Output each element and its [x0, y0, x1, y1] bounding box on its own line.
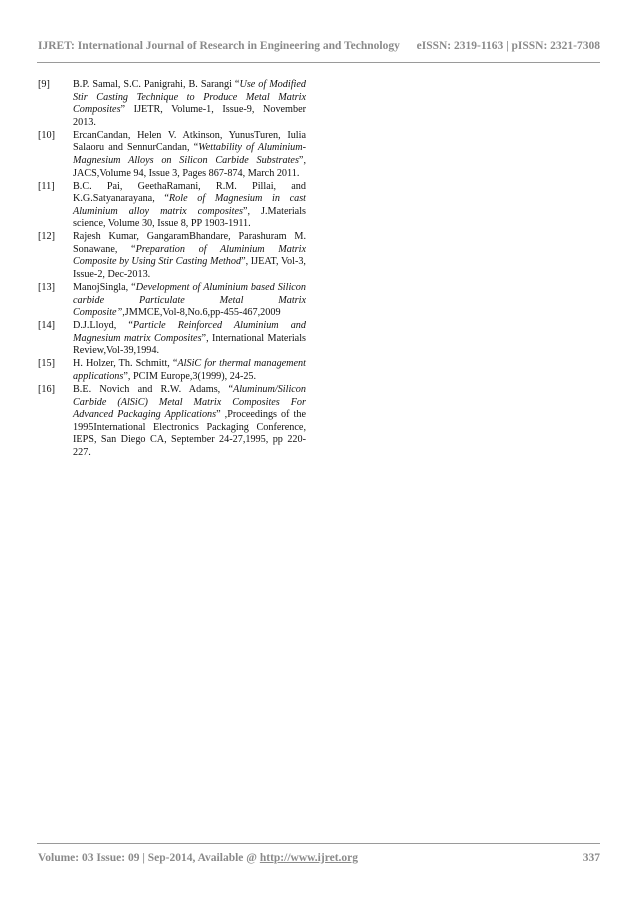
- reference-item: [38, 231, 306, 281]
- reference-title: Development of Aluminium based Silicon carbide Particulate Metal Matrix Composite”: [73, 282, 306, 319]
- reference-number: [13]: [38, 282, 55, 294]
- reference-title: Particle Reinforced Aluminium and Magnesium matrix Composites: [73, 320, 306, 344]
- header-rule: [37, 62, 600, 63]
- reference-title: Aluminum/Silicon Carbide (AlSiC) Metal Matrix Composites For Advanced Packaging Applications: [73, 383, 306, 421]
- reference-number: [14]: [38, 320, 55, 332]
- reference-item: [38, 130, 306, 180]
- reference-title: Role of Magnesium in cast Aluminium alloy matrix composites: [73, 193, 306, 217]
- reference-item: [38, 384, 306, 460]
- journal-title: IJRET: International Journal of Research in Engineering and Technology: [38, 40, 400, 52]
- reference-text: B.P. Samal, S.C. Panigrahi, B. Sarangi “Use of Modified Stir Casting Technique to Produce Metal Matrix Composites” IJETR, Volume-1, Issue-9, November 2013.: [73, 79, 306, 128]
- reference-text: B.E. Novich and R.W. Adams, “Aluminum/Silicon Carbide (AlSiC) Metal Matrix Composites For Advanced Packaging Applications” ,Proceedings of the 1995International Electronics Packaging Conference, IEPS, San Diego CA, September 24-27,1995, pp 220-227.: [73, 383, 306, 458]
- reference-text: D.J.Lloyd, “Particle Reinforced Aluminium and Magnesium matrix Composites”, International Materials Review,Vol-39,1994.: [73, 320, 306, 357]
- footer-info: [38, 852, 358, 864]
- reference-item: [38, 282, 306, 320]
- reference-text: Rajesh Kumar, GangaramBhandare, Parashuram M. Sonawane, “Preparation of Aluminium Matrix Composite by Using Stir Casting Method”, IJEAT, Vol-3, Issue-2, Dec-2013.: [73, 231, 306, 281]
- footer-rule: [37, 843, 600, 844]
- volume-issue: Volume: 03 Issue: 09 | Sep-2014, Available @: [38, 852, 260, 864]
- journal-link[interactable]: http://www.ijret.org: [259, 852, 359, 864]
- reference-item: [38, 79, 306, 129]
- reference-item: [38, 320, 306, 358]
- reference-number: [15]: [38, 358, 55, 370]
- reference-text: B.C. Pai, GeethaRamani, R.M. Pillai, and K.G.Satyanarayana, “Role of Magnesium in cast Aluminium alloy matrix composites”, J.Materials science, Volume 30, Issue 8, PP 1903-1911.: [73, 180, 307, 230]
- reference-number: [12]: [38, 231, 55, 243]
- reference-number: [10]: [38, 129, 55, 141]
- reference-text: ManojSingla, “Development of Aluminium based Silicon carbide Particulate Metal Matrix Composite”,JMMCE,Vol-8,No.6,pp-455-467,2009: [73, 282, 306, 319]
- running-footer: [38, 852, 600, 864]
- reference-number: [11]: [38, 180, 55, 192]
- running-header: [38, 40, 600, 52]
- page-number: 337: [582, 852, 600, 864]
- reference-item: [38, 358, 306, 383]
- reference-text: H. Holzer, Th. Schmitt, “AlSiC for thermal management applications”, PCIM Europe,3(1999), 24-25.: [73, 358, 306, 382]
- reference-title: Use of Modified Stir Casting Technique to Produce Metal Matrix Composites: [73, 79, 306, 116]
- reference-title: Preparation of Aluminium Matrix Composite by Using Stir Casting Method: [73, 243, 306, 268]
- reference-number: [16]: [38, 383, 55, 395]
- reference-title: Wettability of Aluminium-Magnesium Alloys on Silicon Carbide Substrates: [73, 142, 306, 166]
- reference-list: [38, 79, 306, 460]
- reference-item: [38, 181, 306, 231]
- issn-info: eISSN: 2319-1163 | pISSN: 2321-7308: [416, 40, 600, 52]
- reference-number: [9]: [38, 79, 50, 90]
- reference-title: AlSiC for thermal management applications: [73, 358, 306, 382]
- reference-text: ErcanCandan, Helen V. Atkinson, YunusTuren, Iulia Salaoru and SennurCandan, “Wettability of Aluminium-Magnesium Alloys on Silicon Carbide Substrates”, JACS,Volume 94, Issue 3, Pages 867-874, March 2011.: [73, 129, 306, 179]
